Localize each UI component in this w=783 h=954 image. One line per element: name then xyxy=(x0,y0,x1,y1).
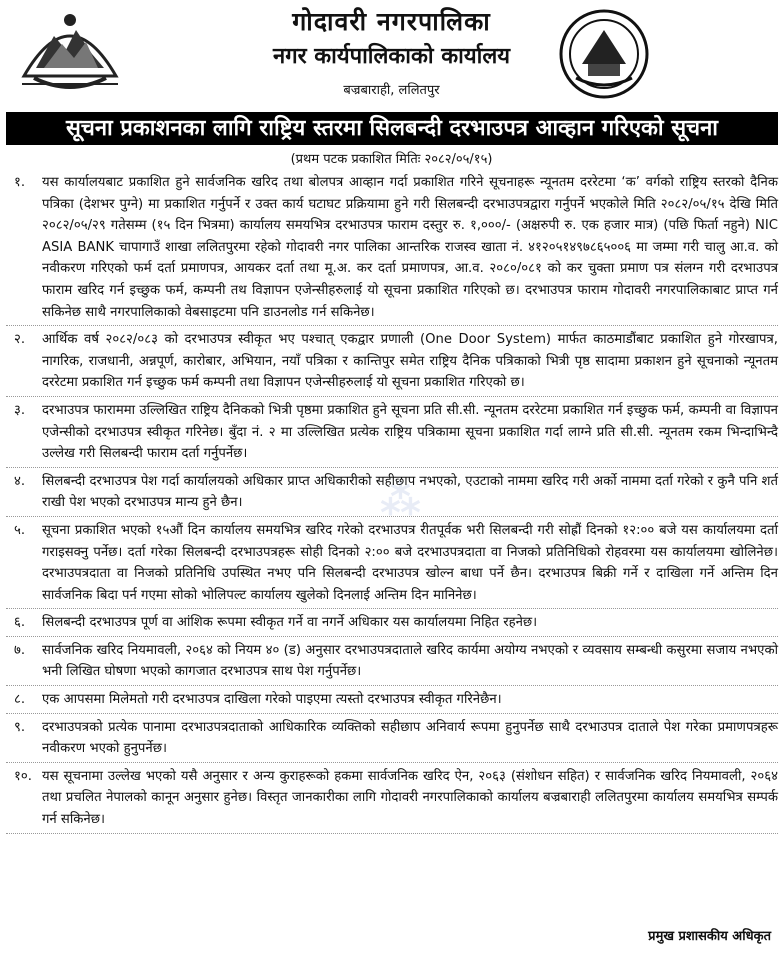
list-item xyxy=(6,520,778,609)
list-item xyxy=(6,329,778,397)
list-item xyxy=(6,640,778,686)
item-number: ३. xyxy=(14,402,26,418)
item-number: १०. xyxy=(14,768,32,784)
item-text: यस कार्यालयबाट प्रकाशित हुने सार्वजनिक खरिद तथा बोलपत्र आव्हान गर्दा प्रकाशित गरिने सूचनाहरू न्यूनतम दररेटमा ‘क’ वर्गको राष्ट्रिय स्तरको दैनिक पत्रिका (देशभर पुग्ने) मा प्रकाशित गर्नुपर्ने र उक्त कार्य घटाघट प्रक्रियामा हुने गरी सिलबन्दी दरभाउपत्रद्वारा गर्नुपर्ने भएकोले मिति २०८२/०५/१५ देखि मिति २०८२/०५/२९ गतेसम्म (१५ दिन भित्रमा) कार्यालय समयभित्र दरभाउपत्र फाराम दस्तुर रु. १,०००/- (अक्षरुपी रु. एक हजार मात्र) (पछि फिर्ता नहुने) NIC ASIA BANK चापागाउँ शाखा ललितपुरमा रहेको गोदावरी नगर पालिका आन्तरिक राजस्व खाता नं. ४१२०५१४९७८६५००६ मा जम्मा गरी चालु आ.व. को नवीकरण गरिएको फर्म दर्ता प्रमाणपत्र, आयकर दर्ता तथा मू.अ. कर दर्ता प्रमाणपत्र, आ.व. २०८०/०८१ को कर चुक्ता प्रमाण पत्र संलग्न गरी दरभाउपत्र फाराम खरिद गर्न इच्छुक फर्म, कम्पनी तथ विज्ञापन एजेन्सीहरुलाई यो सूचना प्रकाशित गरिएको छ। दरभाउपत्र फाराम गोदावरी नगरपालिकाबाट प्राप्त गर्न सकिनेछ साथै नगरपालिकाको वेबसाइटमा पनि डाउनलोड गर्न सकिनेछ। xyxy=(42,175,778,320)
item-number: ५. xyxy=(14,522,26,538)
notice-title-banner: सूचना प्रकाशनका लागि राष्ट्रिय स्तरमा सिलबन्दी दरभाउपत्र आव्हान गरिएको सूचना xyxy=(6,112,778,145)
item-text: यस सूचनामा उल्लेख भएको यसै अनुसार र अन्य कुराहरूको हकमा सार्वजनिक खरिद ऐन, २०६३ (संशोधन सहित) र सार्वजनिक खरिद नियमावली, २०६४ तथा प्रचलित नेपालको कानून अनुसार हुनेछ। विस्तृत जानकारीका लागि गोदावरी नगरपालिकाको कार्यालय बज्रबाराही ललितपुरमा कार्यालय समयभित्र सम्पर्क गर्न सकिनेछ। xyxy=(42,768,778,828)
notice-header xyxy=(0,0,783,112)
item-number: ४. xyxy=(14,473,26,489)
watermark: ⁂ xyxy=(380,478,423,524)
list-item xyxy=(6,471,778,517)
item-text: सूचना प्रकाशित भएको १५औं दिन कार्यालय समयभित्र खरिद गरेको दरभाउपत्र रीतपूर्वक भरी सिलबन्दी गरी सोह्रौं दिनको १२:०० बजे यस कार्यालयमा दर्ता गराइसक्नु पर्नेछ। दर्ता गरेका सिलबन्दी दरभाउपत्रहरू सोही दिनको २:०० बजे दरभाउपत्रदाता वा निजको प्रतिनिधिको रोहवरमा यस कार्यालयमा खोलिनेछ। दरभाउपत्रदाता वा निजको प्रतिनिधि उपस्थित नभए पनि सिलबन्दी दरभाउपत्र खोल्न बाधा पर्ने छैन। दरभाउपत्र बिक्री गर्ने र दाखिला गर्ने अन्तिम दिन सार्वजनिक बिदा पर्न गएमा सोको भोलिपल्ट कार्यालय खुलेको दिनलाई अन्तिम दिन मानिनेछ। xyxy=(42,522,778,603)
item-number: ७. xyxy=(14,642,26,658)
office-name: नगर कार्यपालिकाको कार्यालय xyxy=(273,44,510,69)
notice-items-list xyxy=(6,172,778,837)
signatory-title: प्रमुख प्रशासकीय अधिकृत xyxy=(648,929,771,944)
item-text: एक आपसमा मिलेमतो गरी दरभाउपत्र दाखिला गरेको पाइएमा त्यस्तो दरभाउपत्र स्वीकृत गरिनेछैन। xyxy=(42,692,502,708)
list-item xyxy=(6,612,778,637)
list-item xyxy=(6,766,778,834)
item-number: १. xyxy=(14,175,26,190)
item-text: सिलबन्दी दरभाउपत्र पेश गर्दा कार्यालयको अधिकार प्राप्त अधिकारीको सहीछाप नभएको, एउटाको नाममा खरिद गरी अर्को नाममा दर्ता गरेको र कुनै पनि शर्त राखी पेश भएको दरभाउपत्र मान्य हुने छैन। xyxy=(42,473,778,511)
list-item xyxy=(6,400,778,468)
item-number: ९. xyxy=(14,719,26,735)
list-item xyxy=(6,717,778,763)
item-text: सार्वजनिक खरिद नियमावली, २०६४ को नियम ४० (ड) अनुसार दरभाउपत्रदाताले खरिद कार्यमा अयोग्य नभएको र व्यवसाय सम्बन्धी कसुरमा सजाय नभएको भनी लिखित घोषणा भएको कागजात दरभाउपत्र साथ पेश गर्नुपर्नेछ। xyxy=(42,642,778,680)
publication-date: (प्रथम पटक प्रकाशित मितिः २०८२/०५/१५) xyxy=(290,152,493,167)
item-number: २. xyxy=(14,332,26,348)
item-text: सिलबन्दी दरभाउपत्र पूर्ण वा आंशिक रूपमा स्वीकृत गर्ने वा नगर्ने अधिकार यस कार्यालयमा निहित रहनेछ। xyxy=(42,615,538,631)
item-text: आर्थिक वर्ष २०८२/०८३ को दरभाउपत्र स्वीकृत भए पश्चात् एकद्वार प्रणाली (One Door System) मार्फत काठमाडौंबाट प्रकाशित हुने गोरखापत्र, नागरिक, राजधानी, अन्नपूर्ण, कारोबार, अभियान, नयाँ पत्रिका र कान्तिपुर समेत राष्ट्रिय दैनिक पत्रिकाको भित्री पृष्ठ सादामा प्रकाशन हुने सूचनाको न्यूनतम दररेटमा प्रकाशित गर्न इच्छुक फर्म कम्पनी तथा विज्ञापन एजेन्सीहरुलाई यो सूचना प्रकाशित गरिएको छ। xyxy=(42,332,778,391)
municipality-logo xyxy=(558,8,650,100)
item-number: ८. xyxy=(14,692,26,708)
list-item xyxy=(6,172,778,326)
item-number: ६. xyxy=(14,615,26,631)
list-item xyxy=(6,689,778,714)
item-text: दरभाउपत्र फाराममा उल्लिखित राष्ट्रिय दैनिकको भित्री पृष्ठमा प्रकाशित हुने सूचना प्रति सी.सी. न्यूनतम दररेटमा प्रकाशित गर्न इच्छुक फर्म, कम्पनी वा विज्ञापन एजेन्सीको दरभाउपत्र स्वीकृत गरिनेछ। बुँदा नं. २ मा उल्लिखित प्रत्येक राष्ट्रिय पत्रिकामा सूचना प्रकाशित गर्दा लाग्ने प्रति सी.सी. न्यूनतम रकम भिन्दाभिन्दै उल्लेख गरी सिलबन्दी फाराम दर्ता गर्नुपर्नेछ। xyxy=(42,402,778,462)
municipality-name: गोदावरी नगरपालिका xyxy=(292,7,491,36)
item-text: दरभाउपत्रको प्रत्येक पानामा दरभाउपत्रदाताको आधिकारिक व्यक्तिको सहीछाप अनिवार्य रूपमा हुनुपर्नेछ साथै दरभाउपत्र दाताले पेश गरेका प्रमाणपत्रहरू नवीकरण भएको हुनुपर्नेछ। xyxy=(42,719,778,757)
office-address: बज्रबाराही, ललितपुर xyxy=(343,83,440,98)
